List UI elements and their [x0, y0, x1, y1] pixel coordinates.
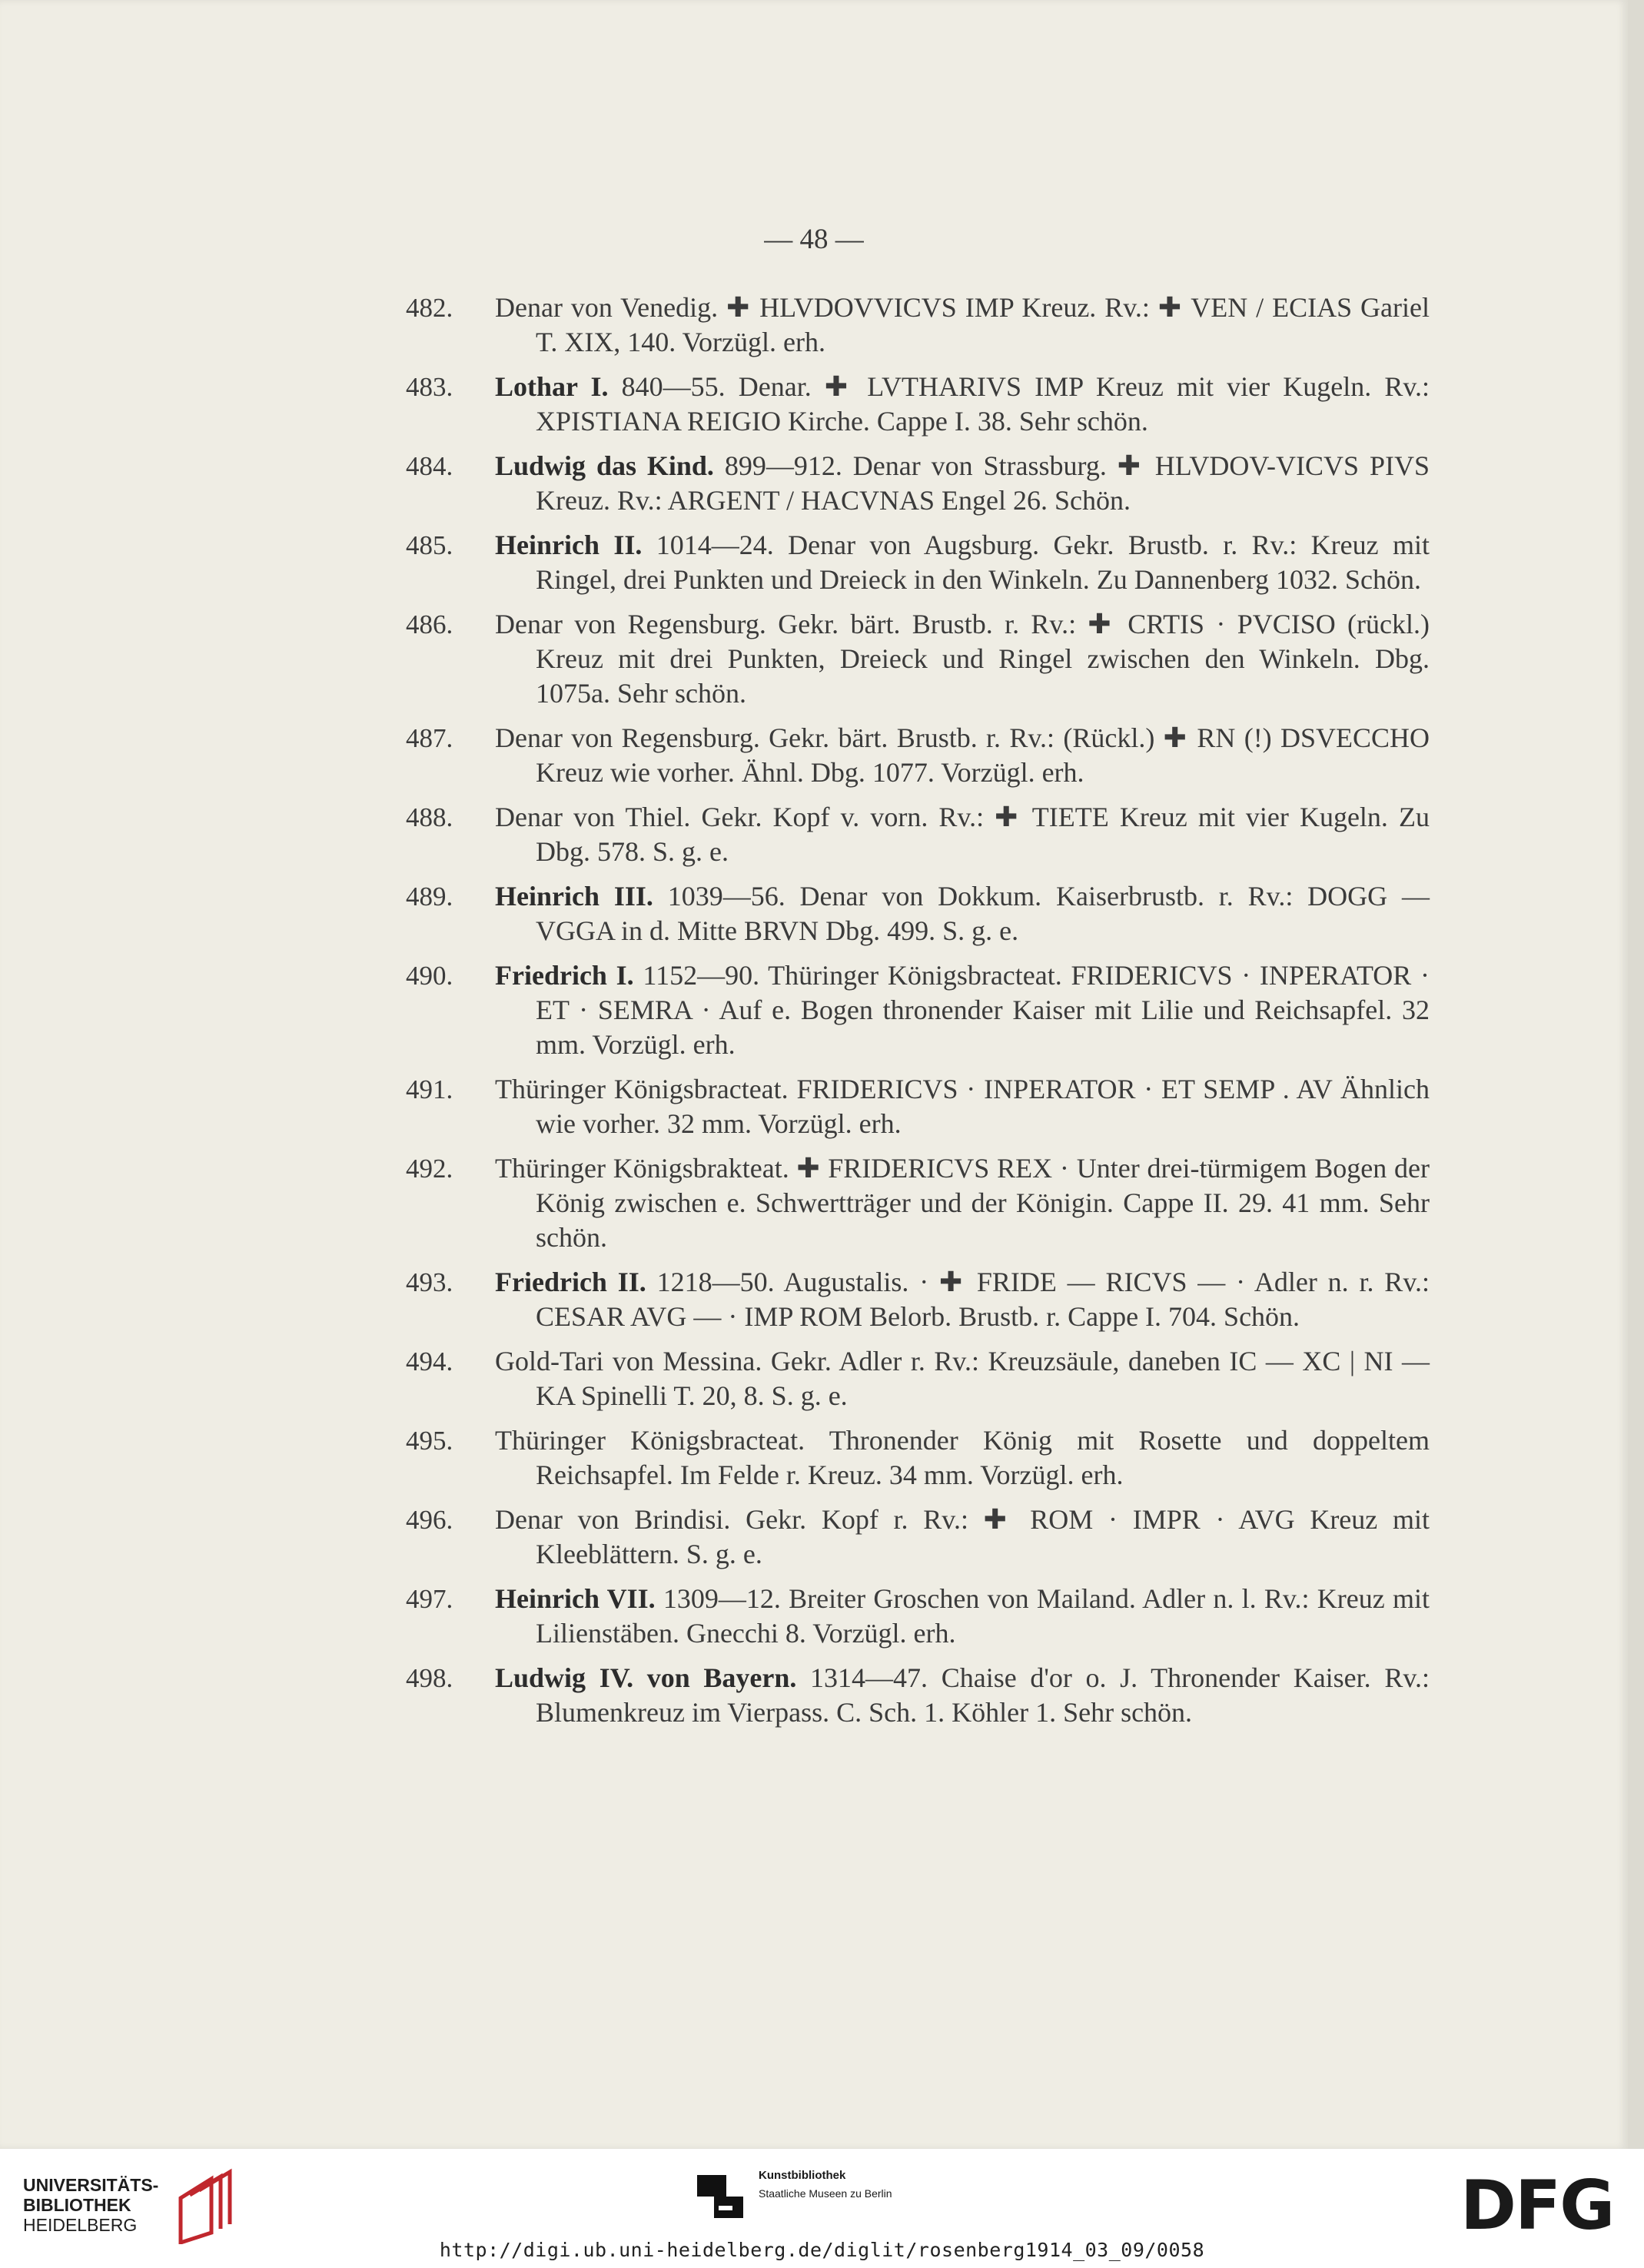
- entry-number: 496.: [406, 1505, 453, 1535]
- entry-number: 486.: [406, 609, 453, 639]
- kunstbibliothek-name: Kunstbibliothek: [759, 2169, 846, 2182]
- entry-ruler: Heinrich VII.: [495, 1583, 656, 1614]
- heidelberg-library-logo[interactable]: [23, 2160, 246, 2252]
- catalog-entry: [407, 1423, 1430, 1493]
- source-url[interactable]: http://digi.ub.uni-heidelberg.de/diglit/rosenberg1914_03_09/0058: [439, 2239, 1205, 2261]
- entry-text: Denar von Thiel. Gekr. Kopf v. vorn. Rv.: ✚ TIETE Kreuz mit vier Kugeln. Zu Dbg. 578. S. g. e.: [495, 802, 1430, 867]
- entry-number: 489.: [406, 882, 453, 912]
- catalog-entry: [407, 607, 1430, 711]
- entry-ruler: Heinrich II.: [495, 530, 643, 560]
- catalog-entries: [407, 291, 1430, 1740]
- kunstbibliothek-emblem-icon: [696, 2173, 745, 2220]
- catalog-entry: [407, 528, 1430, 597]
- catalog-entry: [407, 370, 1430, 439]
- entry-ruler: Ludwig IV. von Bayern.: [495, 1662, 797, 1693]
- entry-ruler: Friedrich I.: [495, 960, 634, 991]
- entry-number: 490.: [406, 961, 453, 991]
- entry-text: Denar von Regensburg. Gekr. bärt. Brustb. r. Rv.: (Rückl.) ✚ RN (!) DSVECCHO Kreuz wie vorher. Ähnl. Dbg. 1077. Vorzügl. erh.: [495, 722, 1430, 788]
- entry-ruler: Heinrich III.: [495, 881, 653, 912]
- catalog-entry: [407, 879, 1430, 948]
- uni-logo-line2: BIBLIOTHEK: [23, 2195, 131, 2215]
- entry-text: Denar von Regensburg. Gekr. bärt. Brustb. r. Rv.: ✚ CRTIS · PVCISO (rückl.) Kreuz mit drei Punkten, Dreieck und Ringel zwischen den Winkeln. Dbg. 1075a. Sehr schön.: [495, 609, 1430, 709]
- page-number: — 48 —: [764, 224, 864, 255]
- entry-text: 1218—50. Augustalis. · ✚ FRIDE — RICVS — · Adler n. r. Rv.: CESAR AVG — · IMP ROM Belorb. Brustb. r. Cappe I. 704. Schön.: [536, 1267, 1430, 1332]
- entry-ruler: Lothar I.: [495, 371, 609, 402]
- entry-text: Thüringer Königsbracteat. FRIDERICVS · INPERATOR · ET SEMP . AV Ähnlich wie vorher. 32 mm. Vorzügl. erh.: [495, 1074, 1430, 1139]
- entry-number: 484.: [406, 451, 453, 481]
- catalog-entry: [407, 1661, 1430, 1730]
- catalog-entry: [407, 1344, 1430, 1413]
- uni-logo-line3: HEIDELBERG: [23, 2215, 138, 2235]
- entry-number: 483.: [406, 372, 453, 402]
- entry-text: Denar von Venedig. ✚ HLVDOVVICVS IMP Kreuz. Rv.: ✚ VEN / ECIAS Gariel T. XIX, 140. Vorzügl. erh.: [495, 292, 1430, 357]
- dfg-logo[interactable]: DFG: [1460, 2166, 1614, 2245]
- entry-text: 1039—56. Denar von Dokkum. Kaiserbrustb. r. Rv.: DOGG — VGGA in d. Mitte BRVN Dbg. 499. S. g. e.: [536, 881, 1430, 946]
- catalog-entry: [407, 1151, 1430, 1255]
- kunstbibliothek-logo[interactable]: [696, 2169, 949, 2230]
- entry-text: Thüringer Königsbracteat. Thronender König mit Rosette und doppeltem Reichsapfel. Im Felde r. Kreuz. 34 mm. Vorzügl. erh.: [495, 1425, 1430, 1490]
- catalog-entry: [407, 291, 1430, 360]
- entry-ruler: Ludwig das Kind.: [495, 450, 714, 481]
- entry-number: 487.: [406, 723, 453, 753]
- entry-number: 497.: [406, 1584, 453, 1614]
- catalog-entry: [407, 800, 1430, 869]
- entry-text: 1314—47. Chaise d'or o. J. Thronender Kaiser. Rv.: Blumenkreuz im Vierpass. C. Sch. 1. Köhler 1. Sehr schön.: [536, 1662, 1430, 1728]
- catalog-entry: [407, 1582, 1430, 1651]
- entry-number: 482.: [406, 293, 453, 323]
- entry-text: 1014—24. Denar von Augsburg. Gekr. Brustb. r. Rv.: Kreuz mit Ringel, drei Punkten und Dreieck in den Winkeln. Zu Dannenberg 1032. Schön.: [536, 530, 1430, 595]
- entry-text: Gold-Tari von Messina. Gekr. Adler r. Rv.: Kreuzsäule, daneben IC — XC | NI — KA Spinelli T. 20, 8. S. g. e.: [495, 1346, 1430, 1411]
- entry-text: Denar von Brindisi. Gekr. Kopf r. Rv.: ✚ ROM · IMPR · AVG Kreuz mit Kleeblättern. S. g. e.: [495, 1504, 1430, 1569]
- entry-number: 498.: [406, 1663, 453, 1693]
- entry-ruler: Friedrich II.: [495, 1267, 646, 1297]
- uni-logo-line1: UNIVERSITÄTS-: [23, 2175, 159, 2195]
- entry-number: 494.: [406, 1347, 453, 1376]
- entry-text: 1152—90. Thüringer Königsbracteat. FRIDERICVS · INPERATOR · ET · SEMRA · Auf e. Bogen thronender Kaiser mit Lilie und Reichsapfel. 32 mm. Vorzügl. erh.: [536, 960, 1430, 1060]
- catalog-entry: [407, 449, 1430, 518]
- entry-text: 840—55. Denar. ✚ LVTHARIVS IMP Kreuz mit vier Kugeln. Rv.: XPISTIANA REIGIO Kirche. Cappe I. 38. Sehr schön.: [536, 371, 1430, 437]
- kunstbibliothek-subtitle: Staatliche Museen zu Berlin: [759, 2187, 892, 2200]
- catalog-entry: [407, 1265, 1430, 1334]
- entry-number: 491.: [406, 1074, 453, 1104]
- catalog-entry: [407, 721, 1430, 790]
- entry-number: 485.: [406, 530, 453, 560]
- page-edge: [1628, 0, 1644, 2149]
- entry-number: 488.: [406, 802, 453, 832]
- footer-bar: [0, 2149, 1644, 2268]
- catalog-entry: [407, 958, 1430, 1062]
- entry-text: 1309—12. Breiter Groschen von Mailand. Adler n. l. Rv.: Kreuz mit Lilienstäben. Gnecchi 8. Vorzügl. erh.: [536, 1583, 1430, 1649]
- library-emblem-icon: [173, 2167, 234, 2244]
- entry-number: 495.: [406, 1426, 453, 1456]
- catalog-entry: [407, 1503, 1430, 1572]
- entry-number: 492.: [406, 1154, 453, 1184]
- entry-number: 493.: [406, 1267, 453, 1297]
- entry-text: 899—912. Denar von Strassburg. ✚ HLVDOV-VICVS PIVS Kreuz. Rv.: ARGENT / HACVNAS Engel 26. Schön.: [536, 450, 1430, 516]
- entry-text: Thüringer Königsbrakteat. ✚ FRIDERICVS REX · Unter drei-türmigem Bogen der König zwischen e. Schwertträger und der Königin. Cappe II. 29. 41 mm. Sehr schön.: [495, 1153, 1430, 1253]
- catalog-entry: [407, 1072, 1430, 1141]
